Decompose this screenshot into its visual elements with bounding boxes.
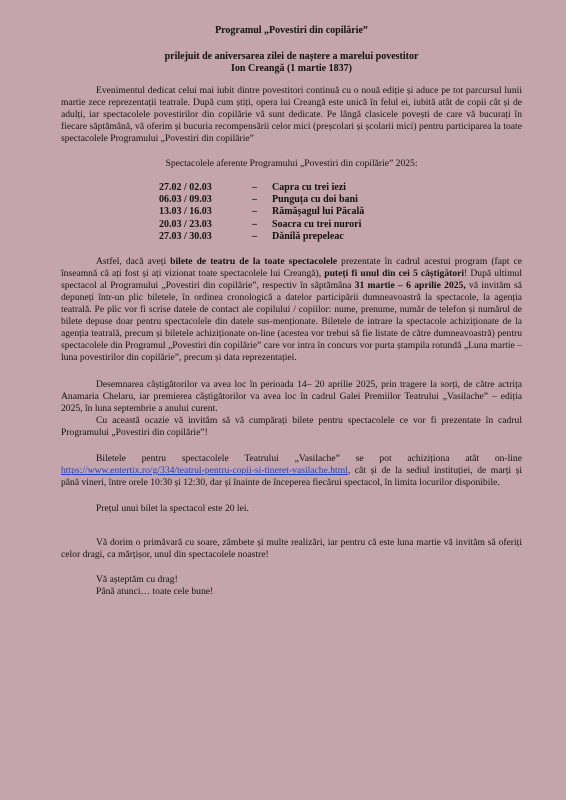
sign-line-2: Până atunci… toate cele bune!	[96, 585, 214, 597]
show-separator: –	[252, 231, 257, 243]
show-item	[159, 231, 522, 243]
intro-paragraph: Evenimentul dedicat celui mai iubit dintre povestitori continuă cu o nouă ediție și aduce pe tot parcursul lunii martie zece reprezentații teatrale. După cum știți, opera lui Creangă este unică în felul ei, iubită atât de copii cât și de adulți, iar spectacolele povestirilor din copilărie vă sunt dedicate. Pe lângă clasicele povești de care vă bucurați în fiecare săptămână, vă oferim și bucuria recompensării celor mici (preșcolari și școlarii mici) pentru participarea la toate spectacolele Programului „Povestiri din copilărie”	[61, 85, 522, 145]
show-item	[159, 206, 522, 218]
show-separator: –	[252, 181, 257, 193]
show-dates: 06.03 / 09.03	[159, 194, 212, 206]
sign-line-1: Vă așteptăm cu drag!	[96, 573, 178, 585]
subtitle-line-1: prilejuit de aniversarea zilei de naștere a marelui povestitor	[164, 51, 419, 63]
tickets-paragraph	[61, 453, 522, 489]
sign-off	[61, 574, 522, 598]
contest-text-1: Astfel, dacă aveți	[96, 255, 171, 267]
show-title: Punguța cu doi bani	[272, 194, 358, 206]
show-dates: 20.03 / 23.03	[159, 218, 212, 230]
show-item	[159, 219, 522, 231]
show-dates: 27.03 / 30.03	[159, 231, 212, 243]
tickets-link[interactable]: https://www.entertix.ro/g/334/teatrul-pentru-copii-si-tineret-vasilache.html	[61, 465, 348, 477]
invite-paragraph: Cu această ocazie vă invităm să vă cumpărați bilete pentru spectacolele ce vor fi prezentate în cadrul Programului „Povestiri din copilărie”!	[61, 414, 522, 438]
closing-paragraph: Vă dorim o primăvară cu soare, zâmbete și multe realizări, iar pentru că este luna martie vă invităm să oferiți celor dragi, ca mărțișor, unul din spectacolele noastre!	[61, 537, 522, 561]
tickets-text-2: , cât și de la sediul instituției, de marți și până vineri, între orele 10:30 și 12:30, dar și înainte de începerea fiecărui spectacol, în limita locurilor disponibile.	[61, 465, 522, 489]
subtitle-line-2: Ion Creangă (1 martie 1837)	[231, 63, 352, 75]
show-separator: –	[252, 218, 257, 230]
contest-text-3: ! După ultimul spectacol al Programului „Povestiri din copilărie”, respectiv în săptămâna	[61, 267, 523, 291]
document-title: Programul „Povestiri din copilărie”	[215, 25, 368, 36]
show-title: Dănilă prepeleac	[272, 231, 344, 243]
document-subtitle	[61, 51, 522, 75]
show-title: Soacra cu trei nurori	[272, 218, 362, 230]
contest-text-2: prezentate în cadrul acestui program (fapt ce înseamnă că ați fost și ați vizionat toate spectacolele lui Creangă),	[61, 255, 522, 279]
show-separator: –	[252, 194, 257, 206]
contest-paragraph	[61, 256, 522, 365]
contest-text-4: vă invităm să depuneți într-un plic biletele, în ordinea cronologică a datelor participării dumneavoastră la spectacole, la agenția teatrală. Pe plic vor fi scrise datele de contact ale copilului / copiilor: nume, prenume, număr de telefon și numărul de bilete depuse doar pentru spectacolele din datele sus-menționate. Biletele de intrare la spectacole achiziționate de la agenția teatrală, precum și biletele achiziționate on-line (acestea vor trebui să fie listate de către dumneavoastră) pentru spectacolele din Programul „Povestiri din copilărie” care vor intra în concurs vor purta ștampila rotundă „Luna martie – luna povestirilor din copilărie”, precum și data reprezentației.	[61, 279, 522, 364]
tickets-text-1: Biletele pentru spectacolele Teatrului „Vasilache” se pot achiziționa atât on-line	[96, 453, 522, 464]
shows-heading: Spectacolele aferente Programului „Povestiri din copilărie” 2025:	[165, 157, 418, 169]
winners-paragraph: Desemnarea câștigătorilor va avea loc în perioada 14– 20 aprilie 2025, prin tragere la sorți, de către actrița Anamaria Chelaru, iar premierea câștigătorilor va avea loc în cadrul Galei Premiilor Teatrului „Vasilache” – ediția 2025, în luna septembrie a anului curent.	[61, 378, 522, 414]
show-separator: –	[252, 206, 257, 218]
show-title: Capra cu trei iezi	[272, 181, 346, 193]
show-dates: 13.03 / 16.03	[159, 206, 212, 218]
show-title: Rămășagul lui Păcală	[272, 206, 365, 218]
show-item	[159, 182, 522, 194]
show-item	[159, 194, 522, 206]
contest-bold-1: bilete de teatru de la toate spectacolele	[170, 255, 338, 267]
contest-bold-3: 31 martie – 6 aprilie 2025,	[354, 279, 466, 291]
shows-list	[159, 182, 522, 244]
price-paragraph: Prețul unui bilet la spectacol este 20 lei.	[96, 503, 249, 515]
contest-bold-2: puteți fi unul din cei 5 câștigători	[324, 267, 465, 279]
show-dates: 27.02 / 02.03	[159, 181, 212, 193]
